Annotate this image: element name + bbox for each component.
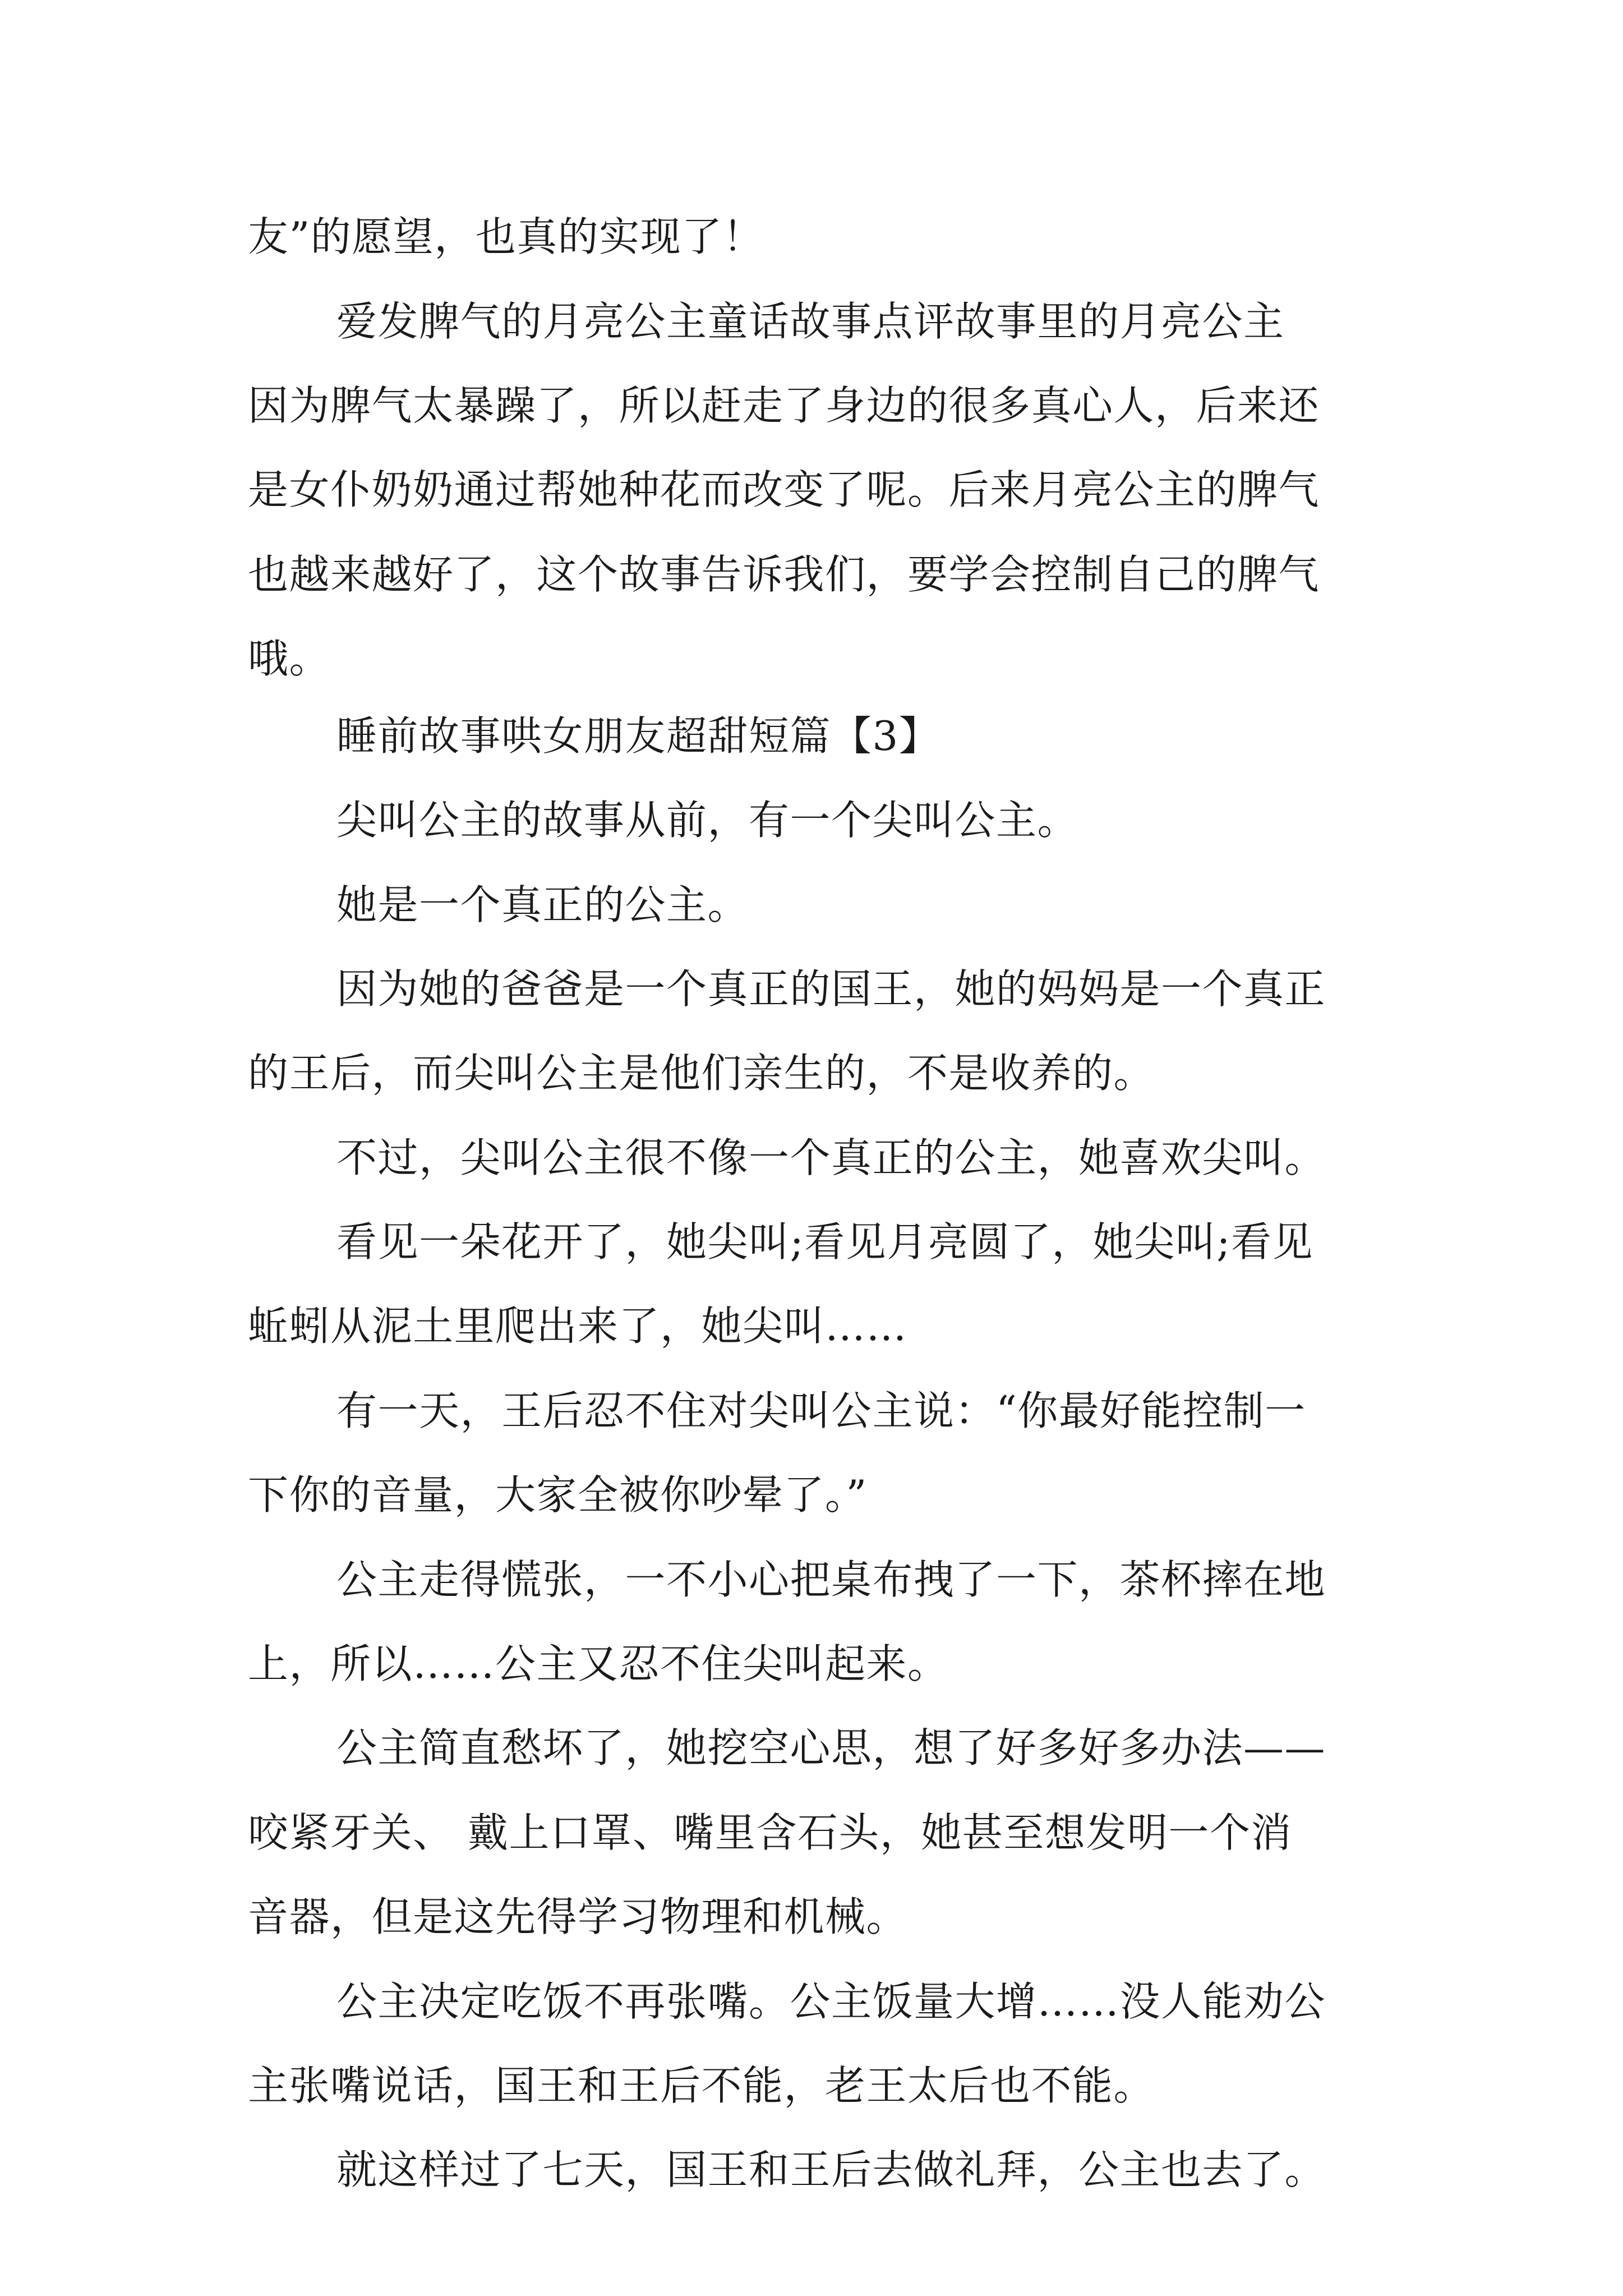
text-line: 看见一朵花开了，她尖叫;看见月亮圆了，她尖叫;看见 [336,1218,1314,1266]
text-line: 公主简直愁坏了，她挖空心思，想了好多好多办法—— [336,1724,1326,1772]
text-line: 蚯蚓从泥土里爬出来了，她尖叫…… [248,1303,908,1350]
text-line: 有一天，王后忍不住对尖叫公主说：“你最好能控制一 [336,1387,1306,1434]
text-line: 公主走得慌张，一不小心把桌布拽了一下，茶杯摔在地 [336,1556,1326,1603]
text-line: 爱发脾气的月亮公主童话故事点评故事里的月亮公主 [336,298,1285,345]
text-line: 因为脾气太暴躁了，所以赶走了身边的很多真心人，后来还 [248,382,1320,429]
text-line: 主张嘴说话，国王和王后不能，老王太后也不能。 [248,2062,1155,2109]
text-line: 咬紧牙关、 戴上口罩、嘴里含石头，她甚至想发明一个消 [248,1809,1292,1856]
text-line: 公主决定吃饭不再张嘴。公主饭量大增……没人能劝公 [336,1978,1326,2025]
text-line: 的王后，而尖叫公主是他们亲生的，不是收养的。 [248,1050,1155,1097]
text-line: 是女仆奶奶通过帮她种花而改变了呢。后来月亮公主的脾气 [248,466,1320,513]
text-line: 哦。 [248,635,331,682]
text-line: 也越来越好了，这个故事告诉我们，要学会控制自己的脾气 [248,551,1320,598]
text-line: 音器，但是这先得学习物理和机械。 [248,1893,908,1940]
section-heading: 睡前故事哄女朋友超甜短篇【3】 [336,712,940,760]
text-line: 上，所以……公主又忍不住尖叫起来。 [248,1640,949,1687]
text-line: 因为她的爸爸是一个真正的国王，她的妈妈是一个真正 [336,965,1326,1013]
text-line: 尖叫公主的故事从前，有一个尖叫公主。 [336,797,1079,844]
text-line: 她是一个真正的公主。 [336,881,749,928]
text-line: 不过，尖叫公主很不像一个真正的公主，她喜欢尖叫。 [336,1134,1326,1181]
text-line: 友”的愿望，也真的实现了！ [248,213,764,260]
text-line: 就这样过了七天，国王和王后去做礼拜，公主也去了。 [336,2146,1326,2193]
text-line: 下你的音量，大家全被你吵晕了。” [248,1471,868,1519]
